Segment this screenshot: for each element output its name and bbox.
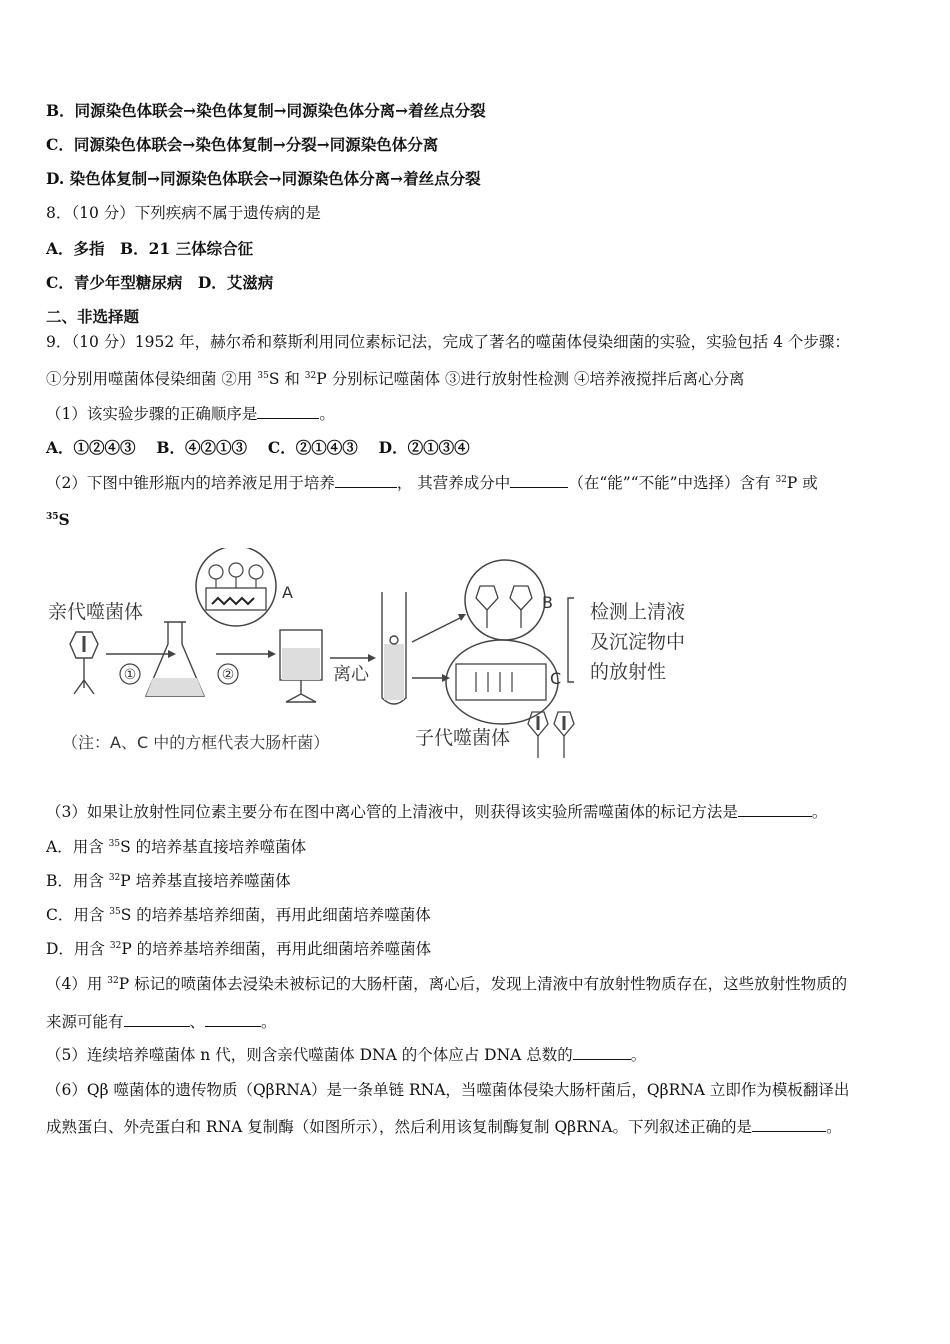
q9-part4-stem: （4）用 $^{32}$P 标记的喷菌体去浸染未被标记的大肠杆菌，离心后，发现上清液中有放射性物质存在，这些放射性物质的 [46,975,848,993]
centrifuge-tube-icon [382,592,406,704]
offspring-phage-label: 子代噬菌体 [415,727,511,749]
q9-part1-stem: （1）该实验步骤的正确顺序是 。 [46,405,335,423]
q8-options-row2: C．青少年型糖尿病 D．艾滋病 [46,273,274,292]
phage-ghosts-in-B [476,586,532,628]
answer-blank[interactable] [510,473,568,488]
detect-line3: 的放射性 [590,661,667,683]
q9-part3-option-c: C．用含 $^{35}$S 的培养基培养细菌，再用此细菌培养噬菌体 [46,906,431,924]
phages-in-C [476,672,512,692]
label-A: A [282,583,293,602]
answer-blank[interactable] [335,473,397,488]
answer-blank[interactable] [573,1045,631,1060]
bracket [568,598,574,682]
q7-option-b: B．同源染色体联会→染色体复制→同源染色体分离→着丝点分裂 [46,101,486,120]
q9-part6-stem: （6）Qβ 噬菌体的遗传物质（QβRNA）是一条单链 RNA，当噬菌体侵染大肠杆菌后，QβRNA 立即作为模板翻译出 [46,1081,850,1099]
q9-part3-option-a: A．用含 $^{35}$S 的培养基直接培养噬菌体 [46,838,307,856]
phages-in-A [209,563,263,588]
answer-blank[interactable] [738,802,812,817]
phage-experiment-figure [40,548,720,768]
offspring-phage-icon [528,712,574,758]
q9-part3-option-d: D．用含 $^{32}$P 的培养基培养细菌，再用此细菌培养噬菌体 [46,940,432,958]
bacteria-box-C [456,664,546,700]
label-B: B [542,593,553,612]
flask-icon [146,622,204,696]
step1-label: ① [123,667,137,683]
q9-part1-options: A．①②④③ B．④②①③ C．②①④③ D．②①③④ [46,438,470,457]
detect-line2: 及沉淀物中 [590,631,686,653]
step2-label: ② [221,667,235,683]
q9-part5-stem: （5）连续培养噬菌体 n 代，则含亲代噬菌体 DNA 的个体应占 DNA 总数的 。 [46,1046,647,1064]
figure-note: （注：A、C 中的方框代表大肠杆菌） [62,733,330,752]
label-C: C [550,669,562,688]
q9-part4-cont: 来源可能有 、 。 [46,1013,277,1031]
answer-blank[interactable] [205,1012,261,1027]
answer-blank[interactable] [124,1012,190,1027]
beaker-icon [280,630,322,702]
arrow-to-B [412,618,460,642]
q9-stem: 9．（10 分）1952 年，赫尔希和蔡斯利用同位素标记法，完成了著名的噬菌体侵染细菌的实验，实验包括 4 个步骤： [46,333,850,351]
answer-blank[interactable] [257,404,319,419]
q7-option-c: C．同源染色体联会→染色体复制→分裂→同源染色体分离 [46,135,439,154]
answer-blank[interactable] [752,1117,826,1132]
q9-part3-stem: （3）如果让放射性同位素主要分布在图中离心管的上清液中，则获得该实验所需噬菌体的标记方法是 。 [46,803,828,821]
q9-part2-stem: （2）下图中锥形瓶内的培养液足用于培养 ， 其营养成分中 （在“能”“不能”中选择）含有 $^{32}$P 或 [46,474,818,492]
q8-stem: 8．（10 分）下列疾病不属于遗传病的是 [46,204,321,222]
q9-part6-cont: 成熟蛋白、外壳蛋白和 RNA 复制酶（如图所示），然后利用该复制酶复制 QβRNA。下列叙述正确的是 。 [46,1118,842,1136]
q7-option-d: D. 染色体复制→同源染色体联会→同源染色体分离→着丝点分裂 [46,169,481,188]
q9-part2-cont: $^{35}$S [46,510,70,529]
centrifuge-label: 离心 [333,664,369,685]
bacteria-box-A [206,588,266,610]
detect-line1: 检测上清液 [590,601,686,623]
parent-phage-label: 亲代噬菌体 [48,601,144,623]
section-heading: 二、非选择题 [46,307,140,326]
q9-steps: ①分别用噬菌体侵染细菌 ②用 $^{35}$S 和 $^{32}$P 分别标记噬菌体 ③进行放射性检测 ④培养液搅拌后离心分离 [46,370,745,388]
parent-phage-icon [70,632,98,694]
q8-options-row1: A．多指 B．21 三体综合征 [46,239,254,258]
q9-part3-option-b: B．用含 $^{32}$P 培养基直接培养噬菌体 [46,872,291,890]
